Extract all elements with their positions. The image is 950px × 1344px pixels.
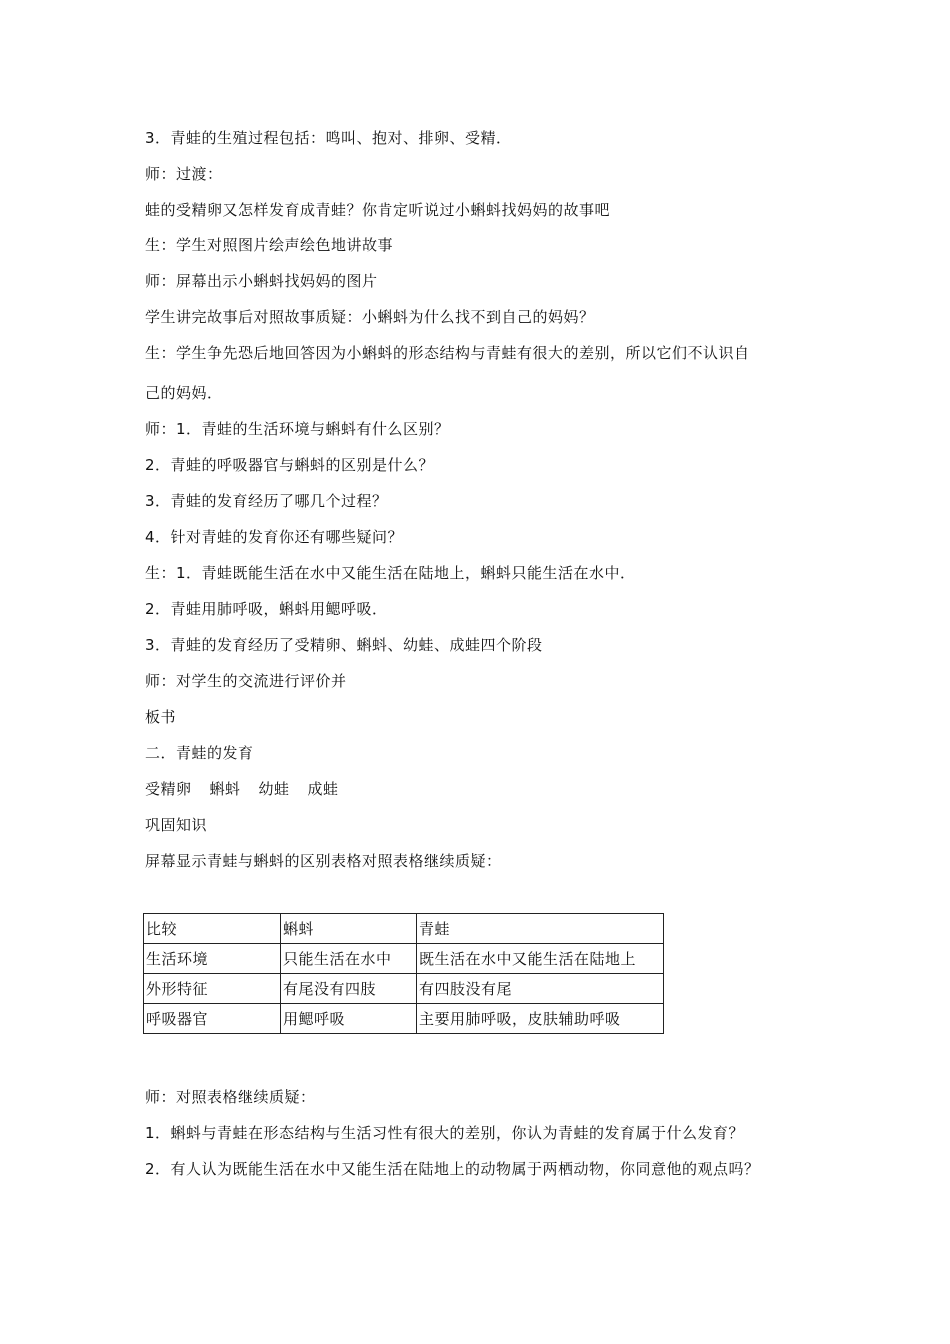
table-row	[144, 974, 664, 1004]
text-line: 4．针对青蛙的发育你还有哪些疑问？	[145, 528, 404, 546]
text-line: 1．蝌蚪与青蛙在形态结构与生活习性有很大的差别，你认为青蛙的发育属于什么发育？	[145, 1124, 745, 1142]
stage-sequence	[145, 779, 339, 799]
table-header-cell: 蝌蚪	[281, 914, 417, 944]
table-cell: 主要用肺呼吸，皮肤辅助呼吸	[417, 1004, 664, 1034]
stage-item: 蝌蚪	[209, 780, 241, 798]
text-line: 3．青蛙的发育经历了哪几个过程？	[145, 492, 388, 510]
text-line: 生：1．青蛙既能生活在水中又能生活在陆地上，蝌蚪只能生活在水中．	[145, 564, 636, 582]
table-cell: 既生活在水中又能生活在陆地上	[417, 944, 664, 974]
table-cell: 有四肢没有尾	[417, 974, 664, 1004]
text-line: 板书	[145, 708, 177, 726]
text-line: 师：对学生的交流进行评价并	[145, 672, 347, 690]
table-cell: 呼吸器官	[144, 1004, 281, 1034]
text-line: 2．青蛙用肺呼吸，蝌蚪用鳃呼吸．	[145, 600, 388, 618]
table-cell: 用鳃呼吸	[281, 1004, 417, 1034]
text-line: 师：对照表格继续质疑：	[145, 1088, 316, 1106]
text-line: 3．青蛙的生殖过程包括：鸣叫、抱对、排卵、受精．	[145, 129, 512, 147]
text-line: 生：学生争先恐后地回答因为小蝌蚪的形态结构与青蛙有很大的差别，所以它们不认识自	[145, 344, 750, 362]
table-header-cell: 比较	[144, 914, 281, 944]
text-line: 学生讲完故事后对照故事质疑：小蝌蚪为什么找不到自己的妈妈？	[145, 308, 595, 326]
table-cell: 只能生活在水中	[281, 944, 417, 974]
text-line: 师：屏幕出示小蝌蚪找妈妈的图片	[145, 272, 378, 290]
section-heading: 二．青蛙的发育	[145, 744, 254, 762]
text-line: 2．青蛙的呼吸器官与蝌蚪的区别是什么？	[145, 456, 435, 474]
table-header-cell: 青蛙	[417, 914, 664, 944]
table-cell: 外形特征	[144, 974, 281, 1004]
text-line: 屏幕显示青蛙与蝌蚪的区别表格对照表格继续质疑：	[145, 852, 502, 870]
text-line: 3．青蛙的发育经历了受精卵、蝌蚪、幼蛙、成蛙四个阶段	[145, 636, 543, 654]
stage-item: 受精卵	[145, 780, 192, 798]
table-row	[144, 944, 664, 974]
table-row	[144, 1004, 664, 1034]
text-line: 巩固知识	[145, 816, 208, 834]
text-line: 2．有人认为既能生活在水中又能生活在陆地上的动物属于两栖动物，你同意他的观点吗？	[145, 1160, 760, 1178]
text-line: 生：学生对照图片绘声绘色地讲故事	[145, 236, 394, 254]
table-cell: 生活环境	[144, 944, 281, 974]
text-line: 己的妈妈．	[145, 384, 223, 402]
stage-item: 幼蛙	[258, 780, 290, 798]
table-header-row	[144, 914, 664, 944]
comparison-table	[143, 913, 664, 1034]
stage-item: 成蛙	[307, 780, 339, 798]
table-cell: 有尾没有四肢	[281, 974, 417, 1004]
text-line: 蛙的受精卵又怎样发育成青蛙？你肯定听说过小蝌蚪找妈妈的故事吧	[145, 201, 611, 219]
text-line: 师：1．青蛙的生活环境与蝌蚪有什么区别？	[145, 420, 450, 438]
text-line: 师：过渡：	[145, 165, 223, 183]
